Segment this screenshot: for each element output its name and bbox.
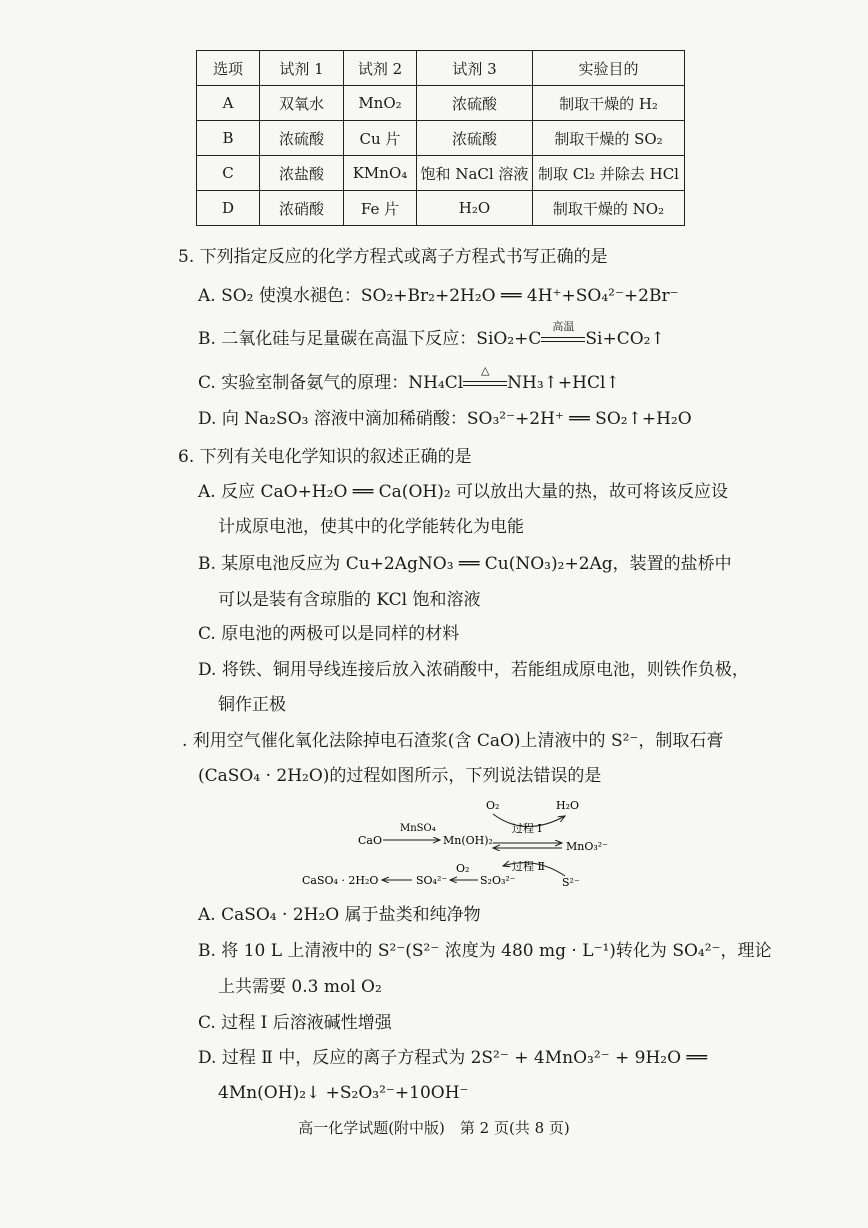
table-cell: KMnO₄: [344, 156, 417, 191]
q7-option-b-line2: 上共需要 0.3 mol O₂: [218, 977, 382, 997]
q5-option-d: D. 向 Na₂SO₃ 溶液中滴加稀硝酸：SO₃²⁻+2H⁺ ══ SO₂↑+H₂O: [198, 409, 692, 429]
table-header: 试剂 1: [260, 51, 344, 86]
table-cell: 浓硫酸: [417, 86, 533, 121]
label-mno3: MnO₃²⁻: [566, 840, 608, 853]
q7-option-d-line2: 4Mn(OH)₂↓ +S₂O₃²⁻+10OH⁻: [218, 1083, 469, 1103]
q5-option-b-right: Si+CO₂↑: [585, 329, 665, 349]
table-cell: 浓盐酸: [260, 156, 344, 191]
table-cell: Fe 片: [344, 191, 417, 226]
table-cell: 双氧水: [260, 86, 344, 121]
table-row: [197, 121, 685, 156]
condition-label: △: [480, 363, 490, 377]
q7-option-b-line1: B. 将 10 L 上清液中的 S²⁻(S²⁻ 浓度为 480 mg · L⁻¹)转化为 SO₄²⁻，理论: [198, 941, 772, 961]
q5-option-c-left: C. 实验室制备氨气的原理：NH₄Cl: [198, 373, 464, 393]
table-header: 选项: [197, 51, 260, 86]
label-mnoh2: Mn(OH)₂: [443, 834, 493, 847]
table-cell: A: [197, 86, 260, 121]
q6-option-d-line1: D. 将铁、铜用导线连接后放入浓硝酸中，若能组成原电池，则铁作负极，: [198, 660, 749, 680]
q7-option-c: C. 过程 Ⅰ 后溶液碱性增强: [198, 1013, 392, 1033]
question-5-stem: 5. 下列指定反应的化学方程式或离子方程式书写正确的是: [178, 247, 608, 267]
label-s2-right: S²⁻: [562, 876, 580, 889]
table-cell: B: [197, 121, 260, 156]
options-table: [196, 50, 685, 226]
q5-option-b: [198, 319, 665, 351]
table-cell: 浓硫酸: [260, 121, 344, 156]
reaction-condition-arrow: [541, 319, 585, 351]
q6-option-a-line2: 计成原电池，使其中的化学能转化为电能: [218, 517, 524, 537]
table-cell: H₂O: [417, 191, 533, 226]
label-h2o-top: H₂O: [556, 799, 580, 812]
table-header: 试剂 2: [344, 51, 417, 86]
q7-option-d-line1: D. 过程 Ⅱ 中，反应的离子方程式为 2S²⁻ + 4MnO₃²⁻ + 9H₂O ══: [198, 1048, 707, 1068]
table-header: 试剂 3: [417, 51, 533, 86]
table-cell: 浓硫酸: [417, 121, 533, 156]
condition-label: 高温: [552, 319, 575, 333]
label-process1: 过程 Ⅰ: [512, 822, 542, 835]
table-row: [197, 156, 685, 191]
q6-option-c: C. 原电池的两极可以是同样的材料: [198, 624, 460, 644]
q5-option-c-right: NH₃↑+HCl↑: [507, 373, 620, 393]
table-cell: 制取 Cl₂ 并除去 HCl: [533, 156, 685, 191]
label-o2-bottom: O₂: [456, 862, 470, 875]
table-cell: MnO₂: [344, 86, 417, 121]
q5-option-a: A. SO₂ 使溴水褪色：SO₂+Br₂+2H₂O ══ 4H⁺+SO₄²⁻+2Br⁻: [198, 286, 679, 306]
label-so4: SO₄²⁻: [416, 874, 448, 887]
table-cell: 制取干燥的 H₂: [533, 86, 685, 121]
table-cell: Cu 片: [344, 121, 417, 156]
label-s2o3: S₂O₃²⁻: [480, 874, 516, 887]
label-mnso4: MnSO₄: [400, 823, 436, 834]
label-o2-top: O₂: [486, 799, 500, 812]
table-cell: D: [197, 191, 260, 226]
table-cell: C: [197, 156, 260, 191]
q6-option-a-line1: A. 反应 CaO+H₂O ══ Ca(OH)₂ 可以放出大量的热，故可将该反应设: [198, 482, 729, 502]
q5-option-b-left: B. 二氧化硅与足量碳在高温下反应：SiO₂+C: [198, 329, 542, 349]
process-diagram: [290, 790, 620, 898]
question-7-stem-line2: (CaSO₄ · 2H₂O)的过程如图所示，下列说法错误的是: [198, 766, 602, 786]
q6-option-b-line2: 可以是装有含琼脂的 KCl 饱和溶液: [218, 590, 481, 610]
q5-option-c: [198, 363, 620, 395]
table-row: [197, 191, 685, 226]
q7-option-a: A. CaSO₄ · 2H₂O 属于盐类和纯净物: [198, 905, 481, 925]
page-footer: 高一化学试题(附中版) 第 2 页(共 8 页): [298, 1119, 570, 1137]
table-cell: 饱和 NaCl 溶液: [417, 156, 533, 191]
label-process2: 过程 Ⅱ: [512, 860, 545, 873]
label-caso4: CaSO₄ · 2H₂O: [302, 874, 379, 887]
question-6-stem: 6. 下列有关电化学知识的叙述正确的是: [178, 447, 472, 467]
table-header: 实验目的: [533, 51, 685, 86]
q6-option-b-line1: B. 某原电池反应为 Cu+2AgNO₃ ══ Cu(NO₃)₂+2Ag，装置的盐桥中: [198, 554, 732, 574]
q6-option-d-line2: 铜作正极: [218, 695, 286, 715]
table-cell: 制取干燥的 SO₂: [533, 121, 685, 156]
label-cao: CaO: [358, 834, 382, 847]
reaction-condition-arrow: [463, 363, 507, 395]
question-7-stem-line1: . 利用空气催化氧化法除掉电石渣浆(含 CaO)上清液中的 S²⁻，制取石膏: [182, 731, 724, 751]
table-cell: 制取干燥的 NO₂: [533, 191, 685, 226]
table-row: [197, 86, 685, 121]
table-header-row: [197, 51, 685, 86]
table-cell: 浓硝酸: [260, 191, 344, 226]
